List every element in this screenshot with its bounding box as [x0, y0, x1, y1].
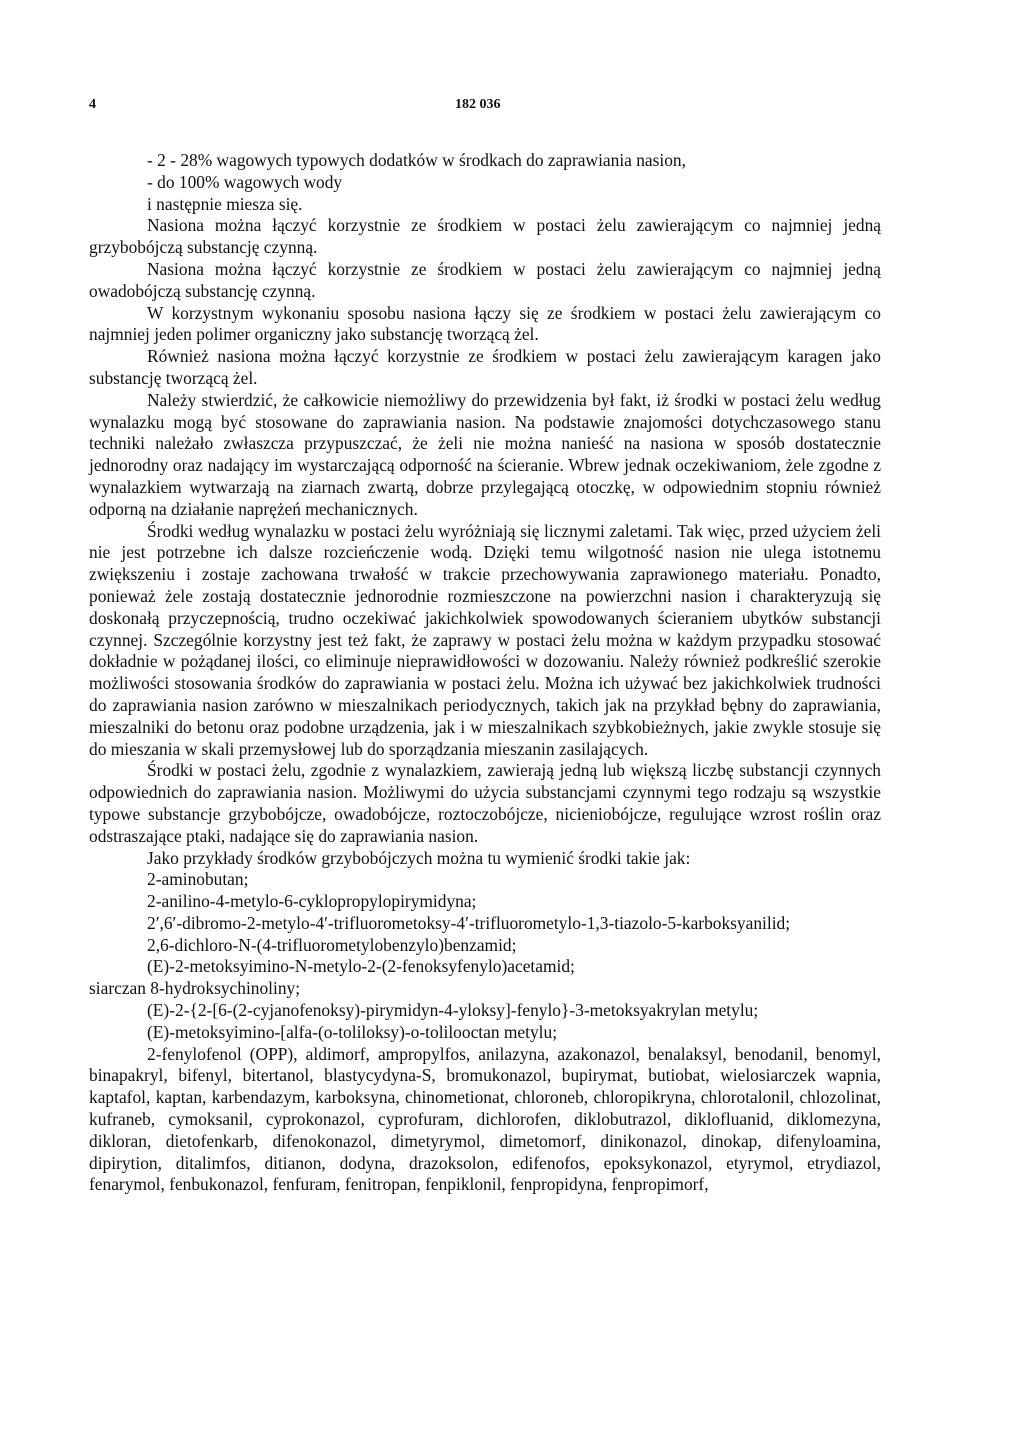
page-number: 4: [89, 97, 96, 112]
paragraph: - 2 - 28% wagowych typowych dodatków w środkach do zaprawiania nasion,: [147, 150, 686, 170]
paragraph: 2-fenylofenol (OPP), aldimorf, ampropylfos, anilazyna, azakonazol, benalaksyl, benodanil, benomyl, binapakryl, bifenyl, bitertanol, blastycydyna-S, bromukonazol, bupirymat, butiobat, wielosiarczek wapnia, kaptafol, kaptan, karbendazym, karboksyna, chinometionat, chloroneb, chloropikryna, chlorotalonil, chlozolinat, kufraneb, cymoksanil, cyprokonazol, cyprofuram, dichlorofen, diklobutrazol, diklofluanid, diklomezyna, dikloran, dietofenkarb, difenokonazol, dimetyrymol, dimetomorf, dinikonazol, dinokap, difenyloamina, dipirytion, ditalimfos, ditianon, dodyna, drazoksolon, edifenofos, epoksykonazol, etyrymol, etrydiazol, fenarymol, fenbukonazol, fenfuram, fenitropan, fenpiklonil, fenpropidyna, fenpropimorf,: [89, 1043, 881, 1195]
paragraph: Należy stwierdzić, że całkowicie niemożliwy do przewidzenia był fakt, iż środki w postaci żelu według wynalazku mogą być stosowane do zaprawiania nasion. Na podstawie znajomości dotychczasowego stanu techniki należało zwłaszcza przypuszczać, że żeli nie można nanieść na nasiona w sposób dostatecznie jednorodny oraz nadający im wystarczającą odporność na ścieranie. Wbrew jednak oczekiwaniom, żele zgodne z wynalazkiem wytwarzają na ziarnach zwartą, dobrze przylegającą otoczkę, w odpowiednim stopniu również odporną na działanie naprężeń mechanicznych.: [89, 389, 881, 519]
paragraph: Środki w postaci żelu, zgodnie z wynalazkiem, zawierają jedną lub większą liczbę substancji czynnych odpowiednich do zaprawiania nasion. Możliwymi do użycia substancjami czynnymi tego rodzaju są wszystkie typowe substancje grzybobójcze, owadobójcze, roztoczobójcze, nicieniobójcze, regulujące wzrost roślin oraz odstraszające ptaki, nadające się do zaprawiania nasion.: [89, 760, 881, 846]
paragraph: Nasiona można łączyć korzystnie ze środkiem w postaci żelu zawierającym co najmniej jedną grzybobójczą substancję czynną.: [89, 215, 881, 258]
paragraph: Również nasiona można łączyć korzystnie ze środkiem w postaci żelu zawierającym karagen jako substancję tworzącą żel.: [89, 346, 881, 388]
list-item: 2-aminobutan;: [147, 869, 249, 890]
list-item: (E)-2-{2-[6-(2-cyjanofenoksy)-pirymidyn-4-yloksy]-fenylo}-3-metoksyakrylan metylu;: [147, 1000, 759, 1021]
list-item: (E)-metoksyimino-[alfa-(o-toliloksy)-o-tolilooctan metylu;: [147, 1021, 558, 1042]
list-item: 2′,6′-dibromo-2-metylo-4′-trifluorometoksy-4′-trifluorometylo-1,3-tiazolo-5-karboksyanilid;: [147, 912, 791, 933]
patent-number: 182 036: [455, 97, 501, 112]
list-item: 2,6-dichloro-N-(4-trifluorometylobenzylo)benzamid;: [147, 934, 517, 955]
paragraph: i następnie miesza się.: [147, 193, 303, 214]
paragraph: Środki według wynalazku w postaci żelu wyróżniają się licznymi zaletami. Tak więc, przed użyciem żeli nie jest potrzebne ich dalsze rozcieńczenie wodą. Dzięki temu wilgotność nasion nie ulega istotnemu zwiększeniu i zostaje zachowana trwałość w trakcie przechowywania zaprawionego materiału. Ponadto, ponieważ żele zostają dostatecznie jednorodnie rozmieszczone na powierzchni nasion i charakteryzują się doskonałą przyczepnością, trudno oczekiwać jakichkolwiek spowodowanych ścieraniem ubytków substancji czynnej. Szczególnie korzystny jest też fakt, że zaprawy w postaci żelu można w każdym przypadku stosować dokładnie w pożądanej ilości, co eliminuje nieprawidłowości w dozowaniu. Należy również podkreślić szerokie możliwości stosowania środków do zaprawiania w postaci żelu. Można ich używać bez jakichkolwiek trudności do zaprawiania nasion zarówno w mieszalnikach periodycznych, takich jak na przykład bębny do zaprawiania, mieszalniki do betonu oraz podobne urządzenia, jak i w mieszalnikach szybkobieżnych, jakie zwykle stosuje się do mieszania w skali przemysłowej lub do sporządzania mieszanin zasilających.: [89, 520, 881, 759]
paragraph: Nasiona można łączyć korzystnie ze środkiem w postaci żelu zawierającym co najmniej jedną owadobójczą substancję czynną.: [89, 258, 881, 301]
list-item: 2-anilino-4-metylo-6-cyklopropylopirymidyna;: [147, 891, 477, 912]
list-item: siarczan 8-hydroksychinoliny;: [89, 978, 301, 999]
paragraph: Jako przykłady środków grzybobójczych można tu wymienić środki takie jak:: [147, 847, 691, 868]
document-body: [89, 150, 881, 1196]
paragraph: W korzystnym wykonaniu sposobu nasiona łączy się ze środkiem w postaci żelu zawierającym co najmniej jeden polimer organiczny jako substancję tworzącą żel.: [89, 302, 881, 345]
paragraph: - do 100% wagowych wody: [147, 171, 343, 192]
list-item: (E)-2-metoksyimino-N-metylo-2-(2-fenoksyfenylo)acetamid;: [147, 956, 575, 977]
